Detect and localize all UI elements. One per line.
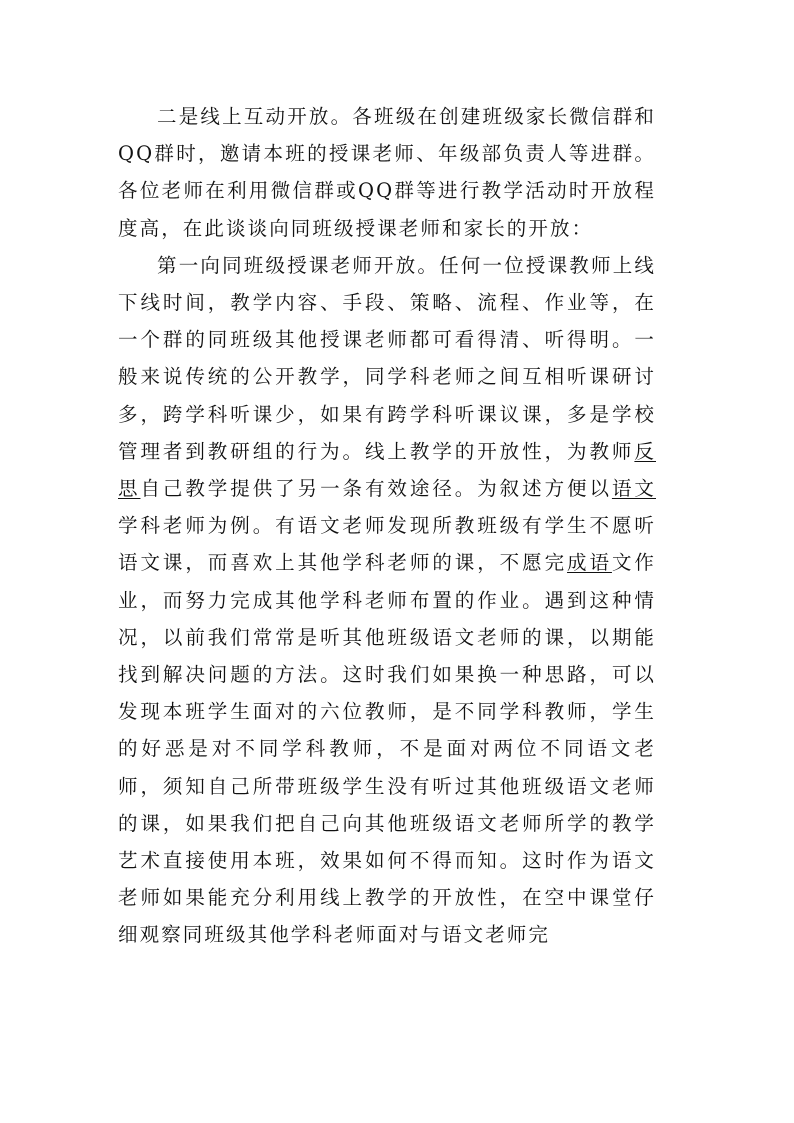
underlined-term-reflection: 反思 (118, 439, 656, 501)
paragraph-text: 自己教学提供了另一条有效途径。为叙述方便以 (140, 477, 612, 501)
paragraph-openness-to-class-teachers (118, 247, 656, 954)
underlined-term-chengyu: 成语 (567, 551, 612, 575)
paragraph-text: 二是线上互动开放。各班级在创建班级家长微信群和QQ群时，邀请本班的授课老师、年级部负责人等进群。各位老师在利用微信群或QQ群等进行教学活动时开放程度高，在此谈谈向同班级授课老师和家长的开放： (118, 105, 656, 240)
paragraph-text: 文作业，而努力完成其他学科老师布置的作业。遇到这种情况，以前我们常常是听其他班级语文老师的课，以期能找到解决问题的方法。这时我们如果换一种思路，可以发现本班学生面对的六位教师，是不同学科教师，学生的好恶是对不同学科教师，不是面对两位不同语文老师，须知自己所带班级学生没有听过其他班级语文老师的课，如果我们把自己向其他班级语文老师所学的教学艺术直接使用本班，效果如何不得而知。这时作为语文老师如果能充分利用线上教学的开放性，在空中课堂仔细观察同班级其他学科老师面对与语文老师完 (118, 551, 656, 947)
paragraph-online-interaction-openness (118, 98, 656, 247)
document-body (118, 98, 656, 954)
underlined-term-chinese: 语文 (611, 477, 656, 501)
paragraph-text: 学科老师为例。有语文老师发现所教班级有学生不愿听语文课，而喜欢上其他学科老师的课，不愿完 (118, 514, 656, 575)
paragraph-text: 第一向同班级授课老师开放。任何一位授课教师上线下线时间，教学内容、手段、策略、流程、作业等，在一个群的同班级其他授课老师都可看得清、听得明。一般来说传统的公开教学，同学科老师之间互相听课研讨多，跨学科听课少，如果有跨学科听课议课，多是学校管理者到教研组的行为。线上教学的开放性，为教师 (118, 253, 656, 463)
